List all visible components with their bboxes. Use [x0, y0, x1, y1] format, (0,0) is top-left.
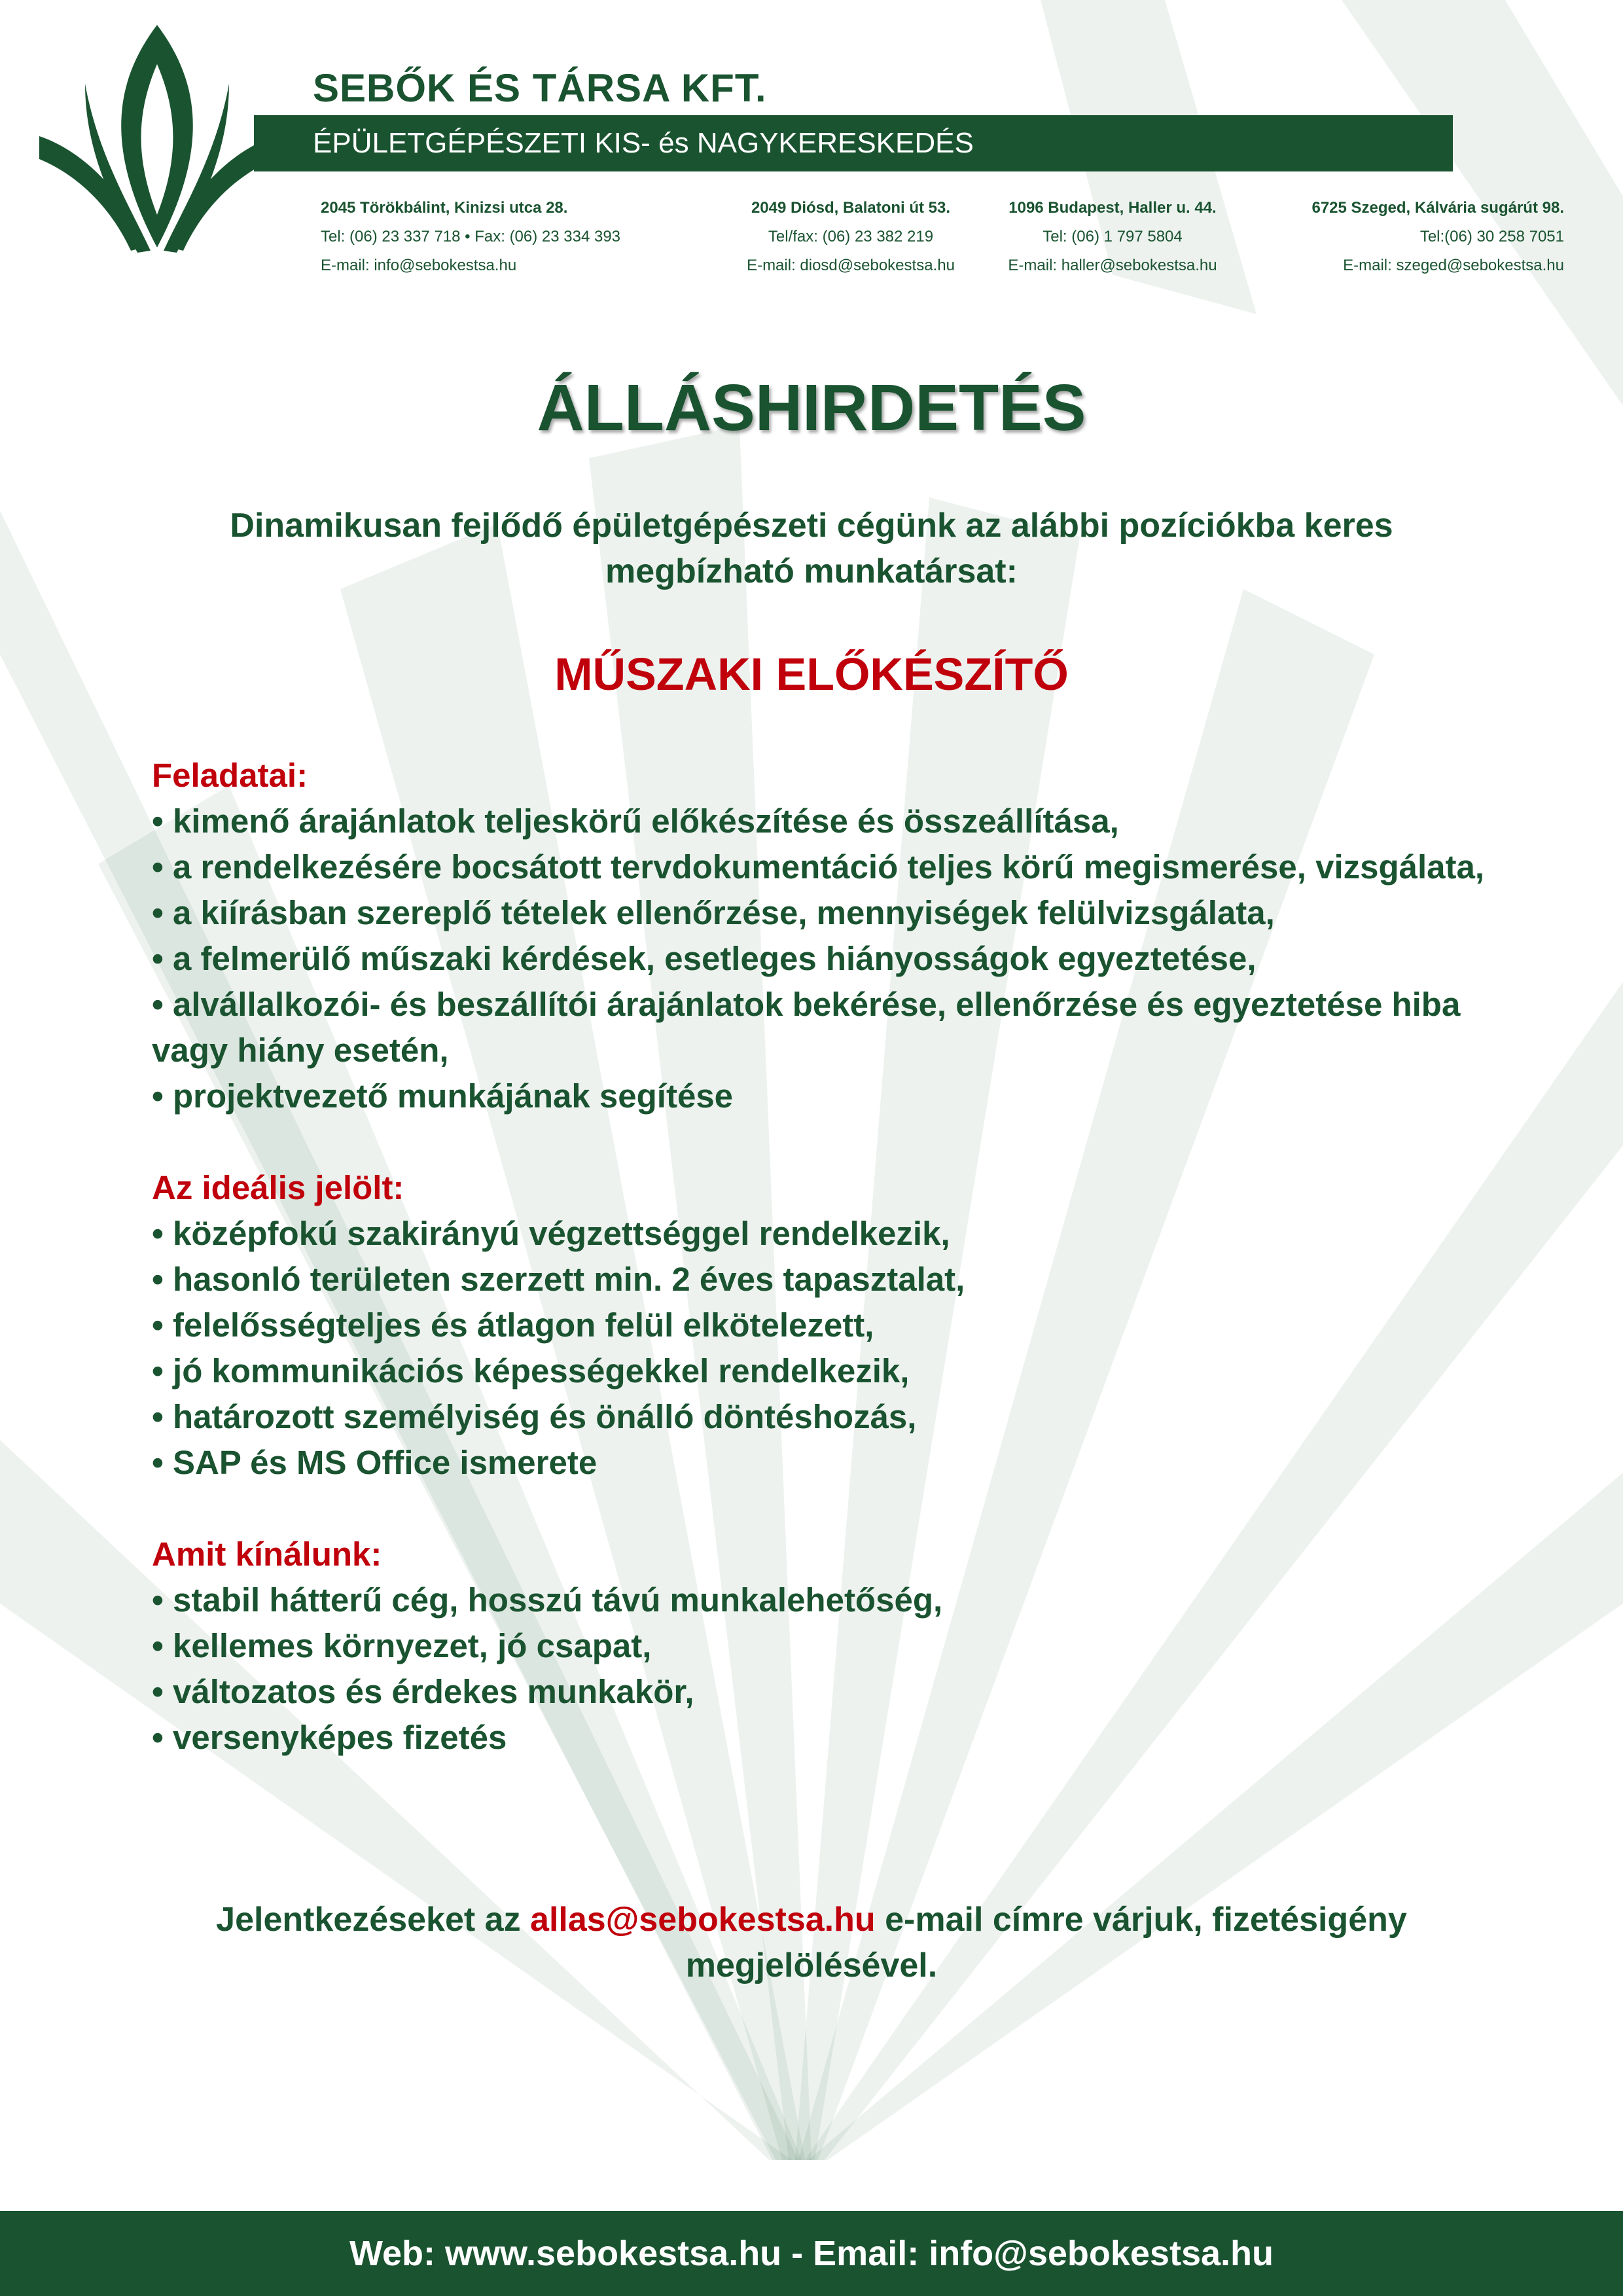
list-item: • projektvezető munkájának segítése — [152, 1077, 734, 1115]
section-heading: Az ideális jelölt: — [152, 1169, 404, 1206]
address-email: E-mail: info@sebokestsa.hu — [321, 257, 517, 274]
section-heading: Feladatai: — [152, 757, 308, 794]
list-item: • versenyképes fizetés — [152, 1719, 507, 1756]
address-block-szeged — [1311, 194, 1564, 280]
list-item: • felelősségteljes és átlagon felül elkötelezett, — [152, 1306, 874, 1344]
address-email: E-mail: haller@sebokestsa.hu — [1008, 257, 1217, 274]
address-title: 2049 Diósd, Balatoni út 53. — [751, 199, 951, 217]
list-item: • kimenő árajánlatok teljeskörű előkészítése és összeállítása, — [152, 802, 1119, 840]
address-phone: Tel/fax: (06) 23 382 219 — [768, 228, 934, 245]
footer-bar — [0, 2211, 1623, 2296]
section-heading: Amit kínálunk: — [152, 1535, 382, 1573]
list-item: • SAP és MS Office ismerete — [152, 1444, 597, 1481]
address-phone: Tel: (06) 1 797 5804 — [1043, 228, 1183, 245]
list-item: • kellemes környezet, jó csapat, — [152, 1627, 652, 1664]
address-block-diosd — [707, 194, 995, 280]
list-item: • jó kommunikációs képességekkel rendelkezik, — [152, 1352, 910, 1390]
list-item: • középfokú szakirányú végzettséggel rendelkezik, — [152, 1215, 950, 1252]
company-logo — [39, 25, 275, 254]
list-item: • határozott személyiség és önálló döntéshozás, — [152, 1398, 917, 1435]
footer-contact: Web: www.sebokestsa.hu - Email: info@sebokestsa.hu — [349, 2234, 1274, 2273]
closing-after: e-mail címre várjuk, fizetésigény megjelölésével. — [685, 1901, 1407, 1984]
tasks-section — [152, 753, 1526, 1119]
list-item: • a felmerülő műszaki kérdések, esetleges hiányosságok egyeztetése, — [152, 940, 1257, 977]
company-name: SEBŐK ÉS TÁRSA KFT. — [313, 66, 767, 110]
address-title: 2045 Törökbálint, Kinizsi utca 28. — [321, 199, 568, 217]
offer-section — [152, 1532, 1526, 1761]
address-title: 1096 Budapest, Haller u. 44. — [1008, 199, 1217, 217]
address-phone: Tel: (06) 23 337 718 • Fax: (06) 23 334 393 — [321, 228, 621, 245]
address-block-budapest — [982, 194, 1243, 280]
page-title: ÁLLÁSHIRDETÉS — [537, 371, 1086, 444]
intro-text: Dinamikusan fejlődő épületgépészeti cégünk az alábbi pozíciókba keres megbízható munkatársat: — [230, 507, 1393, 590]
candidate-section — [152, 1165, 1526, 1486]
tagline-banner — [254, 115, 1453, 171]
tagline-text: ÉPÜLETGÉPÉSZETI KIS- és NAGYKERESKEDÉS — [313, 127, 974, 159]
list-item: • a rendelkezésére bocsátott tervdokumentáció teljes körű megismerése, vizsgálata, — [152, 848, 1485, 886]
closing-before: Jelentkezéseket az — [216, 1901, 531, 1939]
position-title: MŰSZAKI ELŐKÉSZÍTŐ — [554, 649, 1069, 700]
list-item: • változatos és érdekes munkakör, — [152, 1673, 694, 1710]
address-email: E-mail: szeged@sebokestsa.hu — [1343, 257, 1564, 274]
list-item: • hasonló területen szerzett min. 2 éves tapasztalat, — [152, 1261, 965, 1298]
list-item: • stabil hátterű cég, hosszú távú munkalehetőség, — [152, 1581, 943, 1619]
address-title: 6725 Szeged, Kálvária sugárút 98. — [1311, 199, 1564, 217]
address-email: E-mail: diosd@sebokestsa.hu — [747, 257, 955, 274]
list-item: • a kiírásban szereplő tételek ellenőrzése, mennyiségek felülvizsgálata, — [152, 894, 1275, 931]
list-item: • alvállalkozói- és beszállítói árajánlatok bekérése, ellenőrzése és egyeztetése hiba vagy hiány esetén, — [152, 986, 1470, 1069]
application-email-link[interactable]: allas@sebokestsa.hu — [530, 1901, 876, 1939]
closing-text — [131, 1897, 1492, 1988]
address-block-torokbalint — [321, 194, 620, 280]
address-phone: Tel:(06) 30 258 7051 — [1419, 228, 1564, 245]
